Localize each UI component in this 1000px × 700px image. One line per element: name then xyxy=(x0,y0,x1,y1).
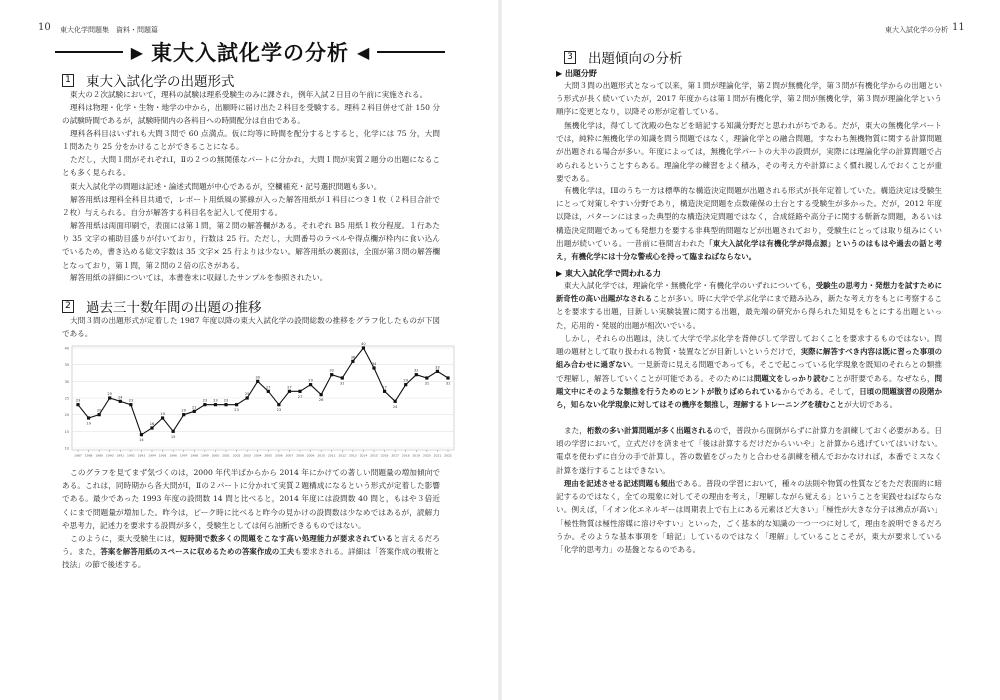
x-tick-label: 2013 xyxy=(349,453,357,457)
data-label: 19 xyxy=(160,412,165,416)
x-tick-label: 2014 xyxy=(359,453,368,457)
data-label: 27 xyxy=(287,385,292,390)
y-tick-label: 10 xyxy=(64,446,69,451)
paragraph xyxy=(62,127,440,153)
section-number-box: 1 xyxy=(62,74,74,87)
data-label: 29 xyxy=(403,378,409,383)
title-rule-right xyxy=(377,51,445,53)
x-tick-label: 2019 xyxy=(412,453,421,457)
y-tick-label: 40 xyxy=(64,346,69,351)
x-tick-label: 2005 xyxy=(264,453,273,457)
page-number: 10 xyxy=(38,22,51,33)
emphasis-text: 答案を解答用紙のスペースに収めるための答案作成の工夫 xyxy=(100,547,295,557)
data-label: 23 xyxy=(213,398,218,403)
data-point xyxy=(298,390,301,393)
data-label: 24 xyxy=(117,395,123,400)
data-label: 27 xyxy=(297,394,303,399)
data-point xyxy=(256,380,259,383)
x-tick-label: 2007 xyxy=(285,453,294,457)
emphasis-text: 問題文中にそのような類推を行うためのヒントが散りばめられている xyxy=(556,373,942,396)
data-label: 21 xyxy=(191,405,197,410)
data-label: 23 xyxy=(234,408,239,413)
emphasis-text: 「東大入試化学は有機化学が得点源」というのはもはや過去の話と考え，有機化学には十分な警戒心を持って臨まねばならない。 xyxy=(556,238,942,262)
data-label: 23 xyxy=(202,398,208,403)
paragraph-text: 解答用紙は理科全科目共通で，レポート用紙風の罫線が入った解答用紙が１科目につき１枚（２科目合計で２枚）与えられる。自分が解答する科目名を記入して使用する。 xyxy=(62,195,440,218)
title-rule-left xyxy=(55,51,123,53)
x-tick-label: 2001 xyxy=(222,453,230,457)
x-tick-label: 2003 xyxy=(243,453,251,457)
paragraph xyxy=(556,477,942,556)
subsection-heading: ▶ 出題分野 xyxy=(556,69,597,78)
x-tick-label: 2015 xyxy=(370,453,378,457)
paragraph-text: が大切である。 xyxy=(844,400,898,410)
emphasis-text: 桁数の多い計算問題が多く出題される xyxy=(586,426,714,435)
x-tick-label: 2009 xyxy=(306,453,315,457)
data-point xyxy=(150,426,153,429)
x-tick-label: 2011 xyxy=(327,453,336,457)
paragraph-text: 有機化学は，ⅠⅡのうち一方は標準的な構造決定問題が出題される形式が長年定着していた。構造決定は受験生にとって対策しやすい分野であり，構造決定問題を点数確保の土台とする受験生が多かった。だが，2012 年度以降は，パターンにはまった典型的な構造決定問題ではなく，合成経路や高分子に関する斬新な問題，あるいは構造決定問題であっても発想力を要する非典型的問題などが出題されており，受験生にとっては取り組みにくい出題が続いている。一昔前に巷間言われた xyxy=(556,186,942,248)
paragraph-text: である。普段の学習において，種々の法則や物質の性質などをただ表面的に暗記するのではなく，全ての現象に対してその理由を考え，「理解しながら覚える」ということを実践せねばならない。例えば，「イオン化エネルギーは周期表上で右上にある元素ほど大きい」「極性が大きな分子は沸点が高い」「極性物質は極性溶媒に溶けやすい」といった，ごく基本的な知識の一つ一つに対して，理由を説明できるだろうか。そのような基本事項を「暗記」しているのではなく「理解」していることこそが，東大が要求している「化学的思考力」の基盤となるのである。 xyxy=(556,479,942,555)
page-number: 11 xyxy=(952,22,965,33)
paragraph-text: 大問３問の出題形式となって以来，第１問が理論化学，第２問が無機化学，第３問が有機化学からの出題という形式が長く続いていたが，2017 年度からは第１問が有機化学，第２問が無機化学，第３問が理論化学という順序に変更となり，以降その形が定着している。 xyxy=(556,81,942,117)
data-point xyxy=(87,416,90,419)
data-point xyxy=(129,403,132,406)
data-point xyxy=(320,393,323,396)
data-point xyxy=(246,396,249,399)
data-point xyxy=(235,403,238,406)
data-label: 31 xyxy=(424,381,430,386)
paragraph xyxy=(62,219,440,272)
paragraph xyxy=(62,466,440,532)
arrow-left-icon: ◀ xyxy=(357,42,370,62)
paragraph-text: ので，普段から面倒がらずに計算力を訓練しておく必要がある。日頃の学習において，立式だけを済ませて「後は計算するだけだからいいや」と計算から逃げていてはいけない。電卓を使わずに自分の手で計算し，答の数値をぴったりと合わせる訓練を積んでおかなければ，本番でミスなく計算を遂行することはできない。 xyxy=(556,426,942,475)
data-point xyxy=(161,416,164,419)
x-tick-label: 2022 xyxy=(444,453,452,457)
data-point xyxy=(172,430,175,433)
right-page xyxy=(500,0,1000,700)
running-head: 東大入試化学の分析 xyxy=(885,26,948,34)
paragraph xyxy=(62,271,440,284)
x-tick-label: 1993 xyxy=(137,453,146,457)
x-tick-label: 2021 xyxy=(433,453,442,457)
paragraph-text: ただし，大問１問がそれぞれⅠ，Ⅱの２つの無関係なパートに分かれ，大問１問が実質２題分の出題になることも多く見られる。 xyxy=(62,155,440,178)
data-point xyxy=(288,390,291,393)
x-tick-label: 1991 xyxy=(116,453,125,457)
paragraph-text: からである。そして， xyxy=(782,386,860,396)
section-heading-2 xyxy=(62,296,262,316)
data-label: 29 xyxy=(308,378,313,383)
x-tick-label: 1998 xyxy=(190,453,199,457)
paragraph-text: 東大の２次試験において，理科の試験は理系受験生のみに課され，例年入試２日目の午前に実施される。 xyxy=(70,90,428,99)
data-label: 36 xyxy=(350,355,356,360)
x-tick-label: 1988 xyxy=(84,453,93,457)
page-title xyxy=(55,38,445,66)
data-point xyxy=(98,413,101,416)
paragraph-text: 解答用紙は両面印刷で，表面には第１問，第２問の解答欄がある。それぞれ B5 用紙１枚分程度。１行あたり 35 文字の補助目盛りが付いており，行数は 25 行。ただし，大問番号のラベルや得点欄が枠内に食い込んでいるため，書き込める総文字数は 35 文字× 25 行よりは少ない。解答用紙の裏面は，全面が第３問の解答欄となっており，第１問，第２問の２倍の広さがある。 xyxy=(62,221,440,270)
data-label: 32 xyxy=(329,368,335,373)
running-head: 東大化学問題集 資料・問題篇 xyxy=(60,26,158,34)
data-label: 23 xyxy=(276,408,282,413)
paragraph xyxy=(62,101,440,127)
y-tick-label: 20 xyxy=(64,413,69,418)
x-tick-label: 2006 xyxy=(275,453,283,457)
emphasis-text: 短時間で数多くの問題をこなす高い処理能力が要求されている xyxy=(179,534,394,543)
data-label: 24 xyxy=(392,404,398,409)
x-tick-label: 1994 xyxy=(148,453,156,457)
x-tick-label: 2020 xyxy=(423,453,431,457)
x-tick-label: 2017 xyxy=(391,453,399,457)
paragraph xyxy=(62,153,440,179)
data-label: 40 xyxy=(361,342,366,346)
data-label: 27 xyxy=(265,385,271,390)
emphasis-text: 日頃の問題演習の段階から，知らない化学現象に対してはその機序を類推し，理解するトレーニングを積むこと xyxy=(556,386,942,410)
data-label: 23 xyxy=(128,398,134,403)
section-number-box: 2 xyxy=(62,300,74,313)
data-label: 23 xyxy=(223,398,229,403)
y-tick-label: 25 xyxy=(64,396,69,401)
data-point xyxy=(404,383,407,386)
title-text: 東大入試化学の分析 xyxy=(151,41,349,65)
data-label: 33 xyxy=(435,365,440,370)
subsection-heading: ▶ 東大入試化学で問われる力 xyxy=(556,269,661,278)
paragraph xyxy=(556,79,942,119)
paragraph xyxy=(556,424,942,477)
paragraph xyxy=(556,119,942,185)
data-label: 14 xyxy=(139,438,144,443)
paragraph-text: このグラフを見てまず気づくのは，2000 年代半ばからから 2014 年にかけての著しい問題量の増加傾向である。これは，同時期から各大問がⅠ，Ⅱの２パートに分かれて実質２題構成になるという形式が定着した影響である。最少であった 1993 年度の設問数 14 問と比べると，2014 年度には設問数 40 問と，もはや３倍近くにまで問題量が増加した。昨今は，ピーク時に比べると昨今の見かけの設問数は少なめではあるが，読解力や思考力，記述力を要求する設問が多く，受験生としては何ら油断できるものではない。 xyxy=(62,468,440,530)
data-point xyxy=(193,410,196,413)
data-point xyxy=(362,346,365,349)
x-tick-label: 1999 xyxy=(201,453,209,457)
data-point xyxy=(372,366,375,369)
section-heading-1 xyxy=(62,70,235,90)
paragraph xyxy=(62,88,440,101)
data-label: 25 xyxy=(107,392,113,396)
data-label: 16 xyxy=(149,422,155,426)
data-point xyxy=(415,373,418,376)
x-tick-label: 2018 xyxy=(401,453,410,457)
data-label: 20 xyxy=(181,408,187,413)
x-tick-label: 2000 xyxy=(211,453,220,457)
data-point xyxy=(203,403,206,406)
x-tick-label: 2008 xyxy=(296,453,304,457)
data-point xyxy=(277,403,280,406)
data-label: 27 xyxy=(382,385,387,390)
paragraph xyxy=(62,180,440,193)
x-tick-label: 1990 xyxy=(105,453,114,457)
data-label: 34 xyxy=(371,362,377,366)
y-tick-label: 15 xyxy=(64,429,69,434)
data-label: 31 xyxy=(339,381,345,386)
data-point xyxy=(267,390,270,393)
data-label: 15 xyxy=(170,434,176,439)
data-point xyxy=(425,376,428,379)
emphasis-text: 受験生の思考力・発想力を試すために新奇性の高い出題がなされる xyxy=(556,281,942,304)
paragraph-text: と言えるだろう。また， xyxy=(62,534,441,557)
data-point xyxy=(446,376,449,379)
x-tick-label: 1996 xyxy=(169,453,177,457)
paragraph xyxy=(556,332,942,411)
paragraph-text: また， xyxy=(564,426,587,435)
x-tick-label: 1992 xyxy=(127,453,135,457)
paragraph-text: 東大入試化学では，理論化学・無機化学・有機化学のいずれについても， xyxy=(564,281,816,290)
data-point xyxy=(341,376,344,379)
data-label: 20 xyxy=(96,408,102,413)
data-label: 25 xyxy=(244,392,250,396)
paragraph-text: 解答用紙の詳細については，本書巻末に収録したサンプルを参照されたい。 xyxy=(70,273,328,282)
section-title: 出題傾向の分析 xyxy=(588,51,683,67)
data-label: 26 xyxy=(318,398,324,403)
section-title: 東大入試化学の出題形式 xyxy=(86,74,235,90)
data-point xyxy=(182,413,185,416)
paragraph-text: 無機化学は，得てして沈殿の色などを暗記する知識分野だと思われがちである。だが，東大の無機化学パートでは，純粋に無機化学の知識を問う問題ではなく，理論化学との融合問題，すなわち無機物質に関する計算問題が出題される場合が多い。年度によっては，無機化学パートの大半の設問が，実際には理論化学の計算問題で占められるということすらある。理論化学の練習をよく積み，その考え方や計算によく慣れ親しんでおくことが重要である。 xyxy=(556,121,942,183)
paragraph-text: も要求される。詳細は「答案作成の戦術と技法」の節で後述する。 xyxy=(62,547,440,570)
data-point xyxy=(108,396,111,399)
line-chart xyxy=(60,342,460,457)
x-tick-label: 2002 xyxy=(232,453,241,457)
data-label: 30 xyxy=(255,375,261,380)
paragraph-text: このように，東大受験生には， xyxy=(70,534,180,543)
section-title: 過去三十数年間の出題の推移 xyxy=(86,300,262,316)
paragraph-text: ことが肝要である。なぜなら， xyxy=(828,373,935,383)
data-point xyxy=(351,360,354,363)
paragraph xyxy=(62,193,440,219)
y-tick-label: 30 xyxy=(64,379,69,384)
x-tick-label: 2004 xyxy=(253,453,262,457)
paragraph-text: 理科は物理・化学・生物・地学の中から，出願時に届け出た２科目を受験する。理科２科目併せて計 150 分の試験時間であるが，試験時間内の各科目への時間配分は自由である。 xyxy=(62,103,440,126)
section-heading-3 xyxy=(564,47,683,67)
paragraph xyxy=(62,532,440,572)
x-tick-label: 2016 xyxy=(380,453,389,457)
x-tick-label: 1995 xyxy=(158,453,167,457)
data-point xyxy=(330,373,333,376)
data-point xyxy=(76,403,79,406)
emphasis-text: 実際に解答すべき内容は既に習った事項の組み合わせに過ぎない xyxy=(556,347,942,370)
chart-svg xyxy=(60,342,460,457)
y-tick-label: 35 xyxy=(64,363,69,368)
paragraph xyxy=(556,184,942,263)
data-label: 19 xyxy=(86,421,91,426)
data-label: 31 xyxy=(445,381,451,386)
x-tick-label: 2010 xyxy=(317,453,325,457)
paragraph xyxy=(62,314,440,340)
data-point xyxy=(436,370,439,373)
arrow-right-icon: ▶ xyxy=(130,42,143,62)
data-point xyxy=(309,383,312,386)
paragraph-text: 大問３問の出題形式が定着した 1987 年度以降の東大入試化学の設問総数の推移をグラフ化したものが下図である。 xyxy=(62,316,440,339)
paragraph-text: ことが多い。時に大学で学ぶ化学にまで踏み込み，新たな考え方をもとに考察することを要求する出題，目新しい実験装置に関する出題，最先端の研究から得られた知見をもとにする出題といった，応用的・発展的出題が相次いでいる。 xyxy=(556,294,942,330)
paragraph-text: 理科各科目はいずれも大問３問で 60 点満点。仮に均等に時間を配分するとすると，化学には 75 分，大問１問あたり 25 分をかけることができることになる。 xyxy=(62,129,440,152)
data-point xyxy=(214,403,217,406)
paragraph-text: 。一見新奇に見える問題であっても，そこで起こっている化学現象を既知のそれらとの類推で理解し，解答していくことが可能である。そのためには xyxy=(556,360,942,383)
data-label: 23 xyxy=(75,398,81,403)
data-point xyxy=(140,433,143,436)
data-point xyxy=(119,400,122,403)
x-tick-label: 2012 xyxy=(338,453,347,457)
data-point xyxy=(224,403,227,406)
paragraph xyxy=(556,279,942,332)
section-number-box: 3 xyxy=(564,51,576,64)
emphasis-text: 理由を記述させる記述問題も頻出 xyxy=(564,479,676,488)
x-tick-label: 1989 xyxy=(95,453,103,457)
x-tick-label: 1997 xyxy=(179,453,188,457)
data-point xyxy=(383,390,386,393)
data-label: 32 xyxy=(413,368,419,373)
paragraph-text: しかし，それらの出題は，決して大学で学ぶ化学を背伸びして学習しておくことを要求するものではない。問題の題材として取り扱われる物質・装置などが目新しいというだけで， xyxy=(556,334,942,357)
x-tick-label: 1987 xyxy=(74,453,82,457)
paragraph-text: 東大入試化学の問題は記述・論述式問題が中心であるが，空欄補充・記号選択問題も多い。 xyxy=(70,182,382,191)
emphasis-text: 問題文をしっかり読む xyxy=(753,373,829,383)
data-point xyxy=(394,400,397,403)
